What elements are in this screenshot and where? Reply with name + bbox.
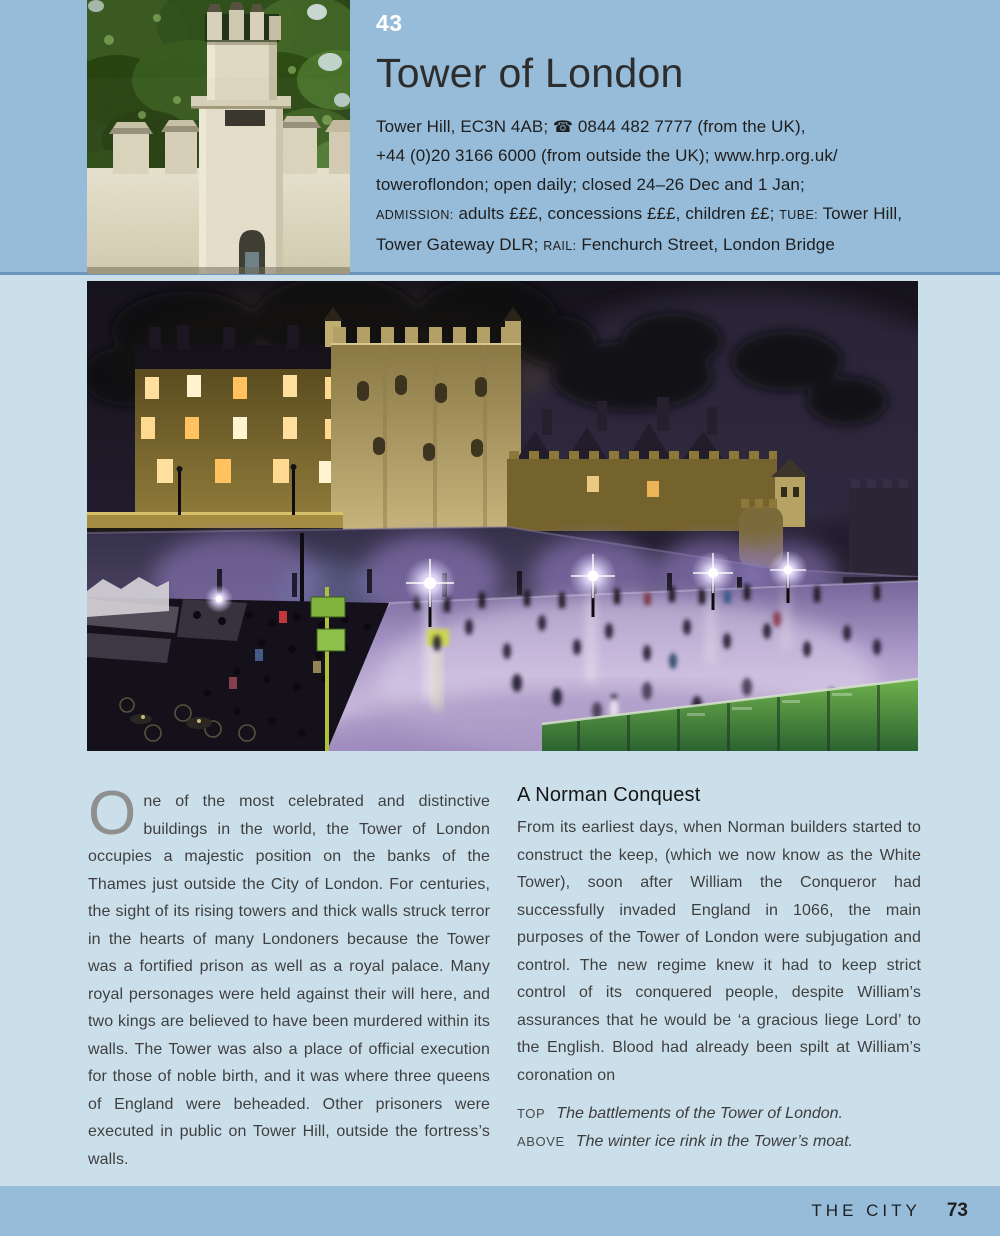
left-paragraph-text: ne of the most celebrated and distinctive buildings in the world, the Tower of London occupies a majestic position on the banks of the Thames just outside the City of London. For centuries, the sight of its rising towers and thick walls struck terror in the hearts of many Londoners because the Tower was a fortified prison as well as a royal palace. Many royal personages were held against their will here, and two kings are believed to have been murdered within its walls. The Tower was also a place of official execution for those of noble birth, and it was where three queens of England were beheaded. Other prisoners were executed in public on Tower Hill, outside the fortress’s walls. — [88, 793, 490, 1168]
caption-top — [517, 1100, 937, 1128]
admission-label: ADMISSION: — [376, 208, 454, 223]
caption-above — [517, 1128, 937, 1156]
phone-intl-web: +44 (0)20 3166 6000 (from outside the UK); www.hrp.org.uk/ — [376, 146, 838, 166]
section-heading: A Norman Conquest — [517, 784, 701, 806]
section-title: THE CITY — [811, 1201, 921, 1220]
site-hours: toweroflondon; open daily; closed 24–26 Dec and 1 Jan; — [376, 175, 805, 195]
tube-label: TUBE: — [779, 208, 819, 223]
caption-text: The winter ice rink in the Tower’s moat. — [575, 1133, 853, 1150]
battlements-photo — [87, 0, 350, 274]
right-paragraph-text: From its earliest days, when Norman builders started to construct the keep, (which we now know as the White Tower), soon after William the Conqueror had successfully invaded England in 1066, the main purposes of the Tower of London were subjugation and control. The new regime knew it had to keep strict control of its conquered people, despite William’s assurances that he would be ‘a gracious liege Lord’ to the English. Blood had already been spilt at William’s coronation on — [517, 819, 921, 1084]
info-line-address — [376, 112, 956, 141]
drop-cap: O — [88, 779, 137, 848]
entry-number: 43 — [376, 10, 403, 36]
header-text-block — [376, 10, 956, 261]
rail-label: RAIL: — [543, 239, 577, 254]
phone-icon: ☎ — [552, 117, 574, 137]
tube-stations: Tower Hill, — [818, 204, 903, 224]
caption-block — [517, 1100, 937, 1156]
info-block — [376, 112, 956, 261]
ice-rink-photo — [87, 281, 918, 751]
caption-label: TOP — [517, 1106, 546, 1121]
article-left-column — [88, 779, 490, 1173]
tube-stations2: Tower Gateway DLR; — [376, 235, 544, 255]
info-line-rail — [376, 230, 956, 261]
page-title: Tower of London — [376, 50, 684, 96]
caption-label: ABOVE — [517, 1134, 565, 1149]
page-number: 73 — [946, 1200, 968, 1221]
info-line-hours — [376, 170, 956, 199]
phone-uk: 0844 482 7777 (from the UK), — [573, 117, 806, 137]
footer-bar — [0, 1186, 1000, 1236]
admission-prices: adults £££, concessions £££, children ££; — [453, 204, 780, 224]
rail-stations: Fenchurch Street, London Bridge — [576, 235, 835, 255]
left-paragraph — [88, 779, 490, 1173]
info-line-admission — [376, 199, 956, 230]
article-right-column — [517, 783, 921, 1089]
caption-text: The battlements of the Tower of London. — [556, 1105, 843, 1122]
info-line-phone-web — [376, 141, 956, 170]
address-text: Tower Hill, EC3N 4AB; — [376, 117, 553, 137]
